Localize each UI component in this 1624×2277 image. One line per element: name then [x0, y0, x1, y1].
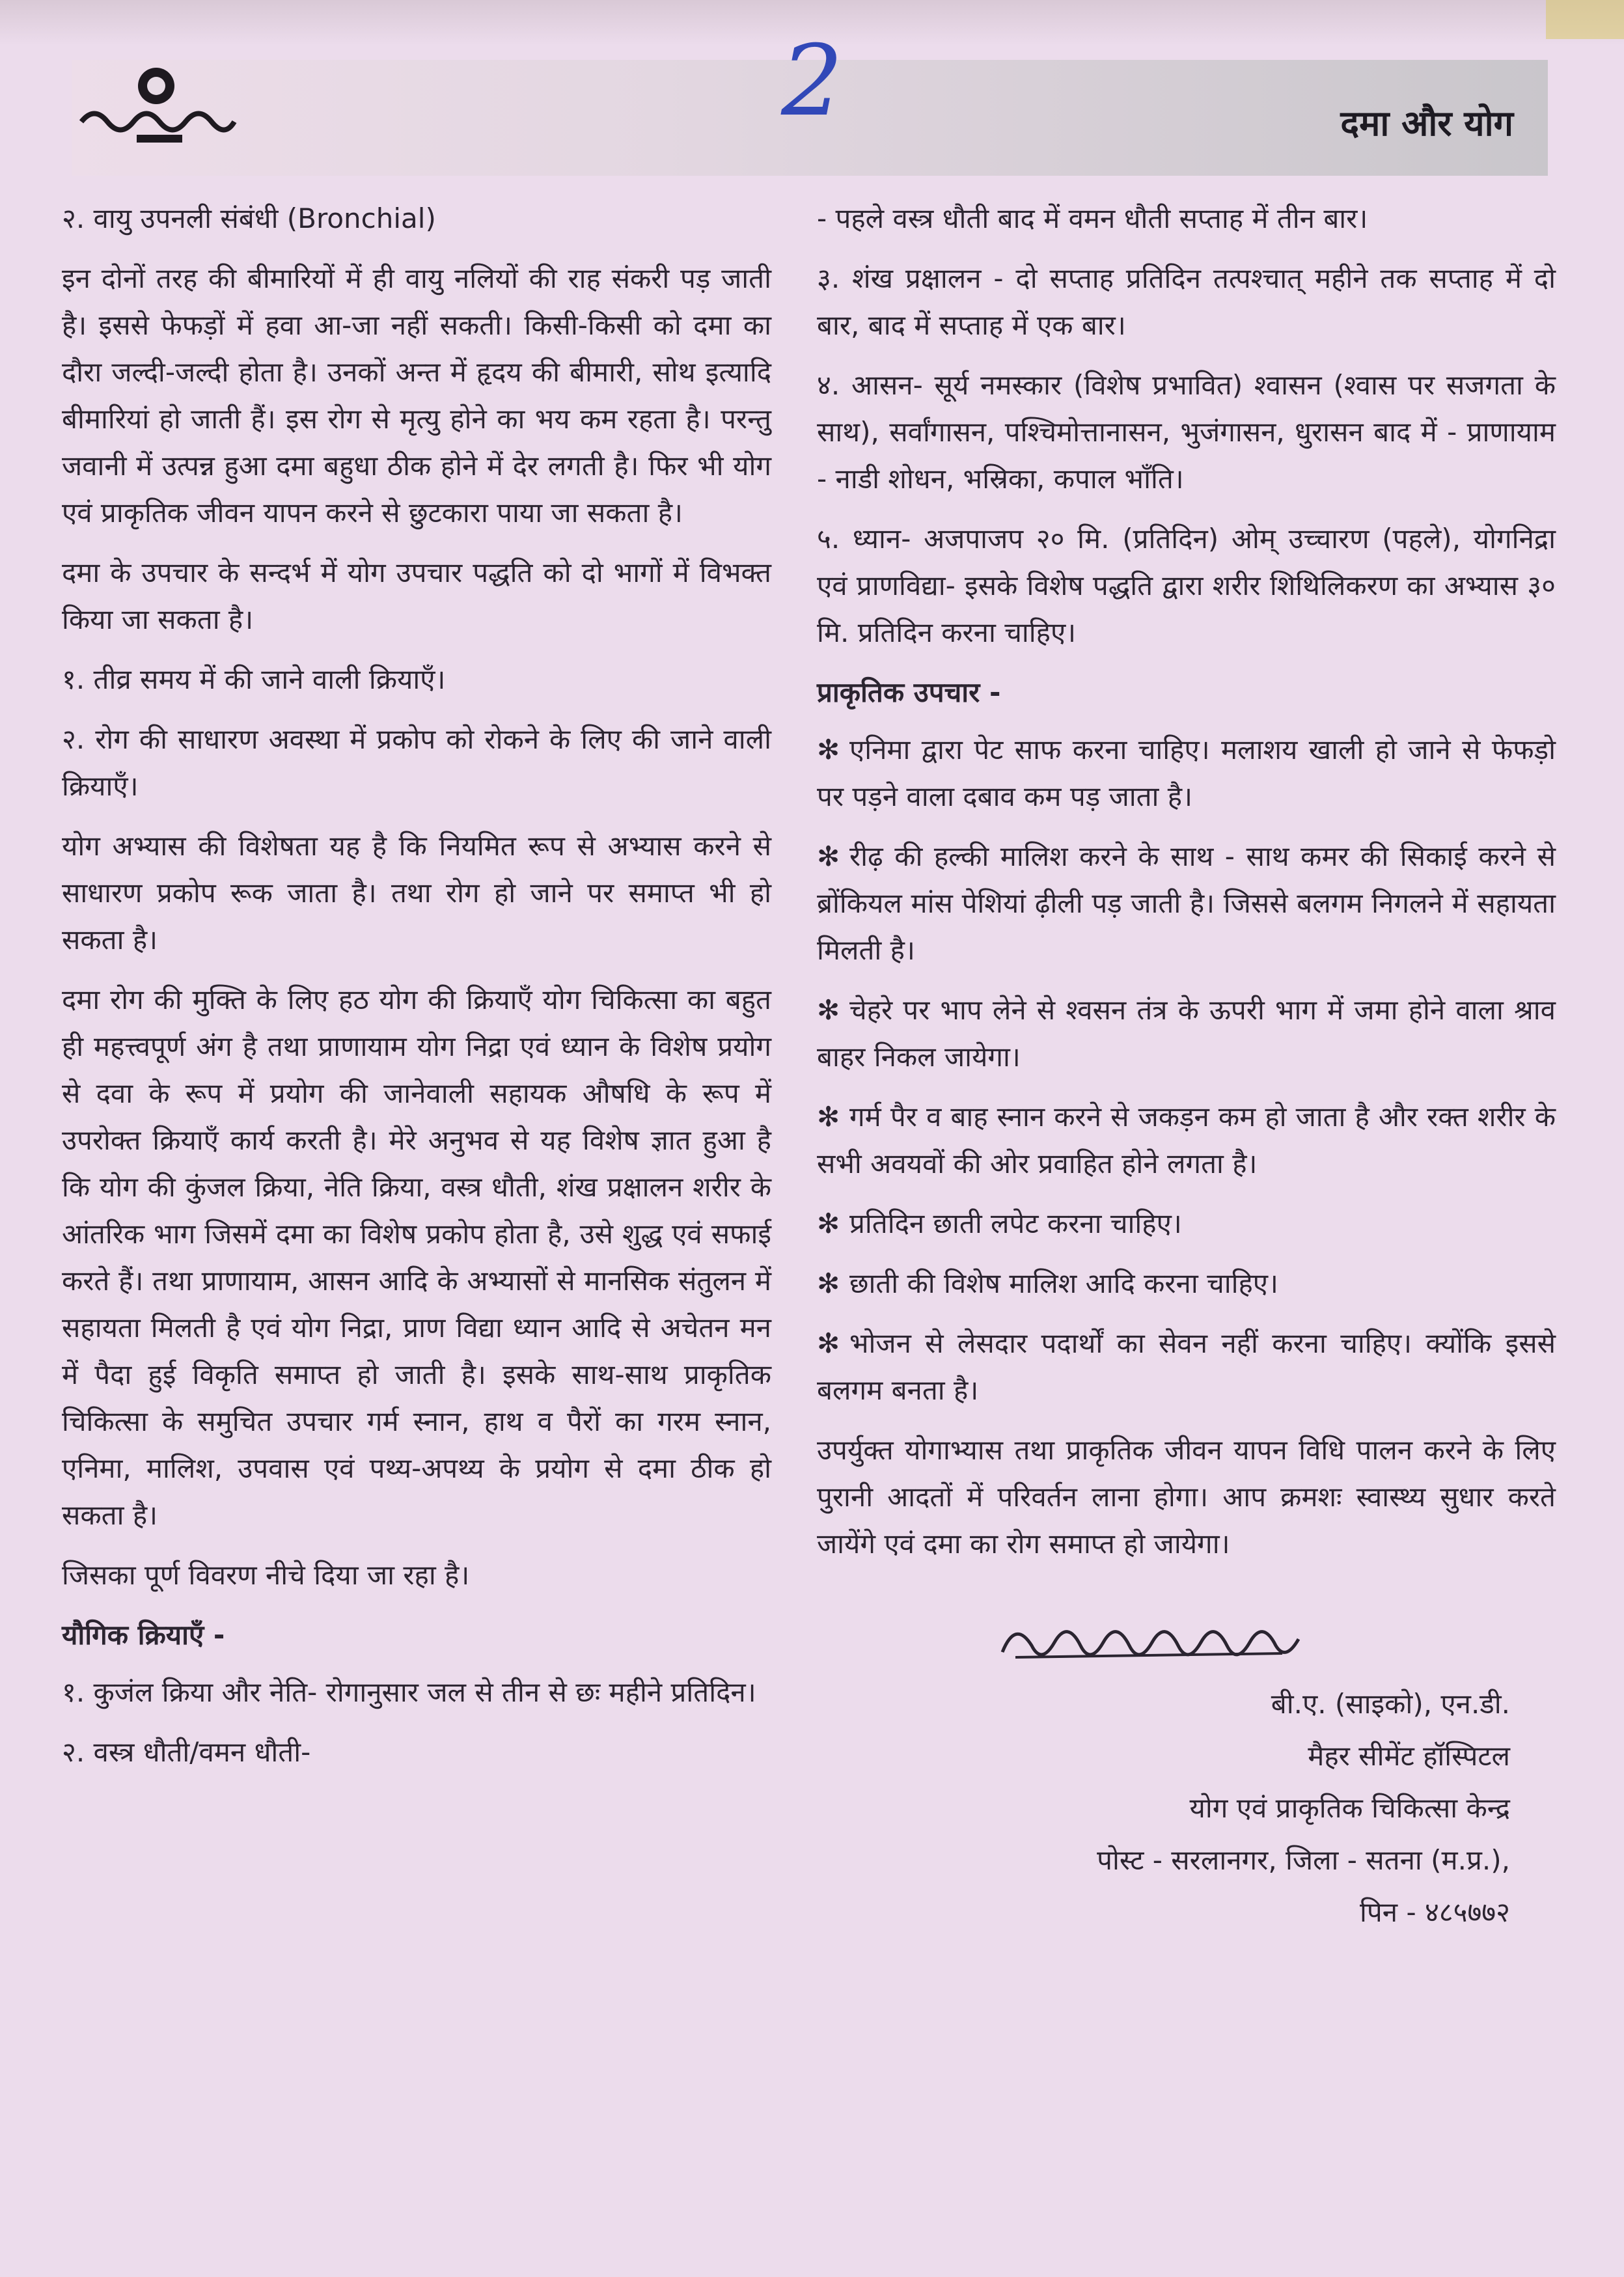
- page-title: दमा और योग: [1340, 103, 1513, 144]
- bullet-text: एनिमा द्वारा पेट साफ करना चाहिए। मलाशय खाली हो जाने से फेफड़ो पर पड़ने वाला दबाव कम पड़ जाता है।: [817, 734, 1556, 812]
- bullet-item: [817, 987, 1556, 1081]
- paragraph: दमा रोग की मुक्ति के लिए हठ योग की क्रियाएँ योग चिकित्सा का बहुत ही महत्त्वपूर्ण अंग है तथा प्राणायाम योग निद्रा एवं ध्यान के विशेष प्रयोग से दवा के रूप में प्रयोग की जानेवाली सहायक औषधि के रूप में उपरोक्त क्रियाएँ कार्य करती है। मेरे अनुभव से यह विशेष ज्ञात हुआ है कि योग की कुंजल क्रिया, नेति क्रिया, वस्त्र धौती, शंख प्रक्षालन शरीर के आंतरिक भाग जिसमें दमा का विशेष प्रकोप होता है, उसे शुद्ध एवं सफाई करते हैं। तथा प्राणायाम, आसन आदि के अभ्यासों से मानसिक संतुलन में सहायता मिलती है एवं योग निद्रा, प्राण विद्या ध्यान आदि से अचेतन मन में पैदा हुई विकृति समाप्त हो जाती है। इसके साथ-साथ प्राकृतिक चिकित्सा के समुचित उपचार गर्म स्नान, हाथ व पैरों का गरम स्नान, एनिमा, मालिश, उपवास एवं पथ्य-अपथ्य के प्रयोग से दमा ठीक हो सकता है।: [62, 984, 771, 1531]
- bullet-item: [817, 1260, 1556, 1307]
- paragraph: १. तीव्र समय में की जाने वाली क्रियाएँ।: [62, 663, 446, 695]
- left-column: [62, 195, 771, 1789]
- signature-line: योग एवं प्राकृतिक चिकित्सा केन्द्र: [1189, 1792, 1510, 1824]
- bullet-text: चेहरे पर भाप लेने से श्वसन तंत्र के ऊपरी भाग में जमा होने वाला श्राव बाहर निकल जायेगा।: [817, 994, 1556, 1073]
- asterisk-bullet-icon: ✻: [817, 994, 840, 1026]
- bullet-text: गर्म पैर व बाह स्नान करने से जकड़न कम हो जाता है और रक्त शरीर के सभी अवयवों की ओर प्रवाहित होने लगता है।: [817, 1101, 1556, 1180]
- asterisk-bullet-icon: ✻: [817, 734, 840, 766]
- right-column: [817, 195, 1556, 1580]
- asterisk-bullet-icon: ✻: [817, 1208, 840, 1239]
- signature-line: बी.ए. (साइको), एन.डी.: [1271, 1688, 1510, 1720]
- paragraph: २. वायु उपनली संबंधी (Bronchial): [62, 202, 436, 234]
- paragraph: ४. आसन- सूर्य नमस्कार (विशेष प्रभावित) श्वासन (श्वास पर सजगता के साथ), सर्वांगासन, पश्चिमोत्तानासन, भुजंगासन, धुरासन बाद में - प्राणायाम - नाडी शोधन, भस्रिका, कपाल भाँति।: [817, 369, 1556, 495]
- section-heading: यौगिक क्रियाएँ -: [62, 1619, 225, 1651]
- bullet-text: रीढ़ की हल्की मालिश करने के साथ - साथ कमर की सिकाई करने से ब्रोंकियल मांस पेशियां ढ़ीली पड़ जाती है। जिससे बलगम निगलने में सहायता मिलती है।: [817, 840, 1556, 966]
- bullet-item: [817, 1094, 1556, 1187]
- signature-icon: [996, 1607, 1302, 1678]
- paragraph: उपर्युक्त योगाभ्यास तथा प्राकृतिक जीवन यापन विधि पालन करने के लिए पुरानी आदतों में परिवर्तन लाना होगा। आप क्रमशः स्वास्थ्य सुधार करते जायेंगे एवं दमा का रोग समाप्त हो जायेगा।: [817, 1434, 1556, 1560]
- signature-line: मैहर सीमेंट हॉस्पिटल: [1308, 1740, 1510, 1772]
- bullet-text: प्रतिदिन छाती लपेट करना चाहिए।: [849, 1208, 1182, 1239]
- bullet-item: [817, 1200, 1556, 1247]
- bullet-item: [817, 726, 1556, 820]
- section-heading: प्राकृतिक उपचार -: [817, 676, 1001, 708]
- asterisk-bullet-icon: ✻: [817, 1101, 840, 1133]
- bullet-text: छाती की विशेष मालिश आदि करना चाहिए।: [849, 1267, 1278, 1299]
- signature-line: पोस्ट - सरलानगर, जिला - सतना (म.प्र.),: [1097, 1844, 1510, 1876]
- paragraph: २. रोग की साधारण अवस्था में प्रकोप को रोकने के लिए की जाने वाली क्रियाएँ।: [62, 723, 771, 802]
- bullet-item: [817, 1320, 1556, 1414]
- sun-waves-logo-icon: [75, 60, 238, 171]
- paragraph: दमा के उपचार के सन्दर्भ में योग उपचार पद्धति को दो भागों में विभक्त किया जा सकता है।: [62, 557, 771, 635]
- paragraph: जिसका पूर्ण विवरण नीचे दिया जा रहा है।: [62, 1559, 470, 1591]
- handwritten-page-number: 2: [781, 25, 844, 138]
- author-signature-block: [898, 1678, 1510, 2277]
- bullet-text: भोजन से लेसदार पदार्थों का सेवन नहीं करना चाहिए। क्योंकि इससे बलगम बनता है।: [817, 1327, 1556, 1406]
- paragraph: इन दोनों तरह की बीमारियों में ही वायु नलियों की राह संकरी पड़ जाती है। इससे फेफड़ों में हवा आ-जा नहीं सकती। किसी-किसी को दमा का दौरा जल्दी-जल्दी होता है। उनकों अन्त में हृदय की बीमारी, सोथ इत्यादि बीमारियां हो जाती हैं। इस रोग से मृत्यु होने का भय कम रहता है। परन्तु जवानी में उत्पन्न हुआ दमा बहुधा ठीक होने में देर लगती है। फिर भी योग एवं प्राकृतिक जीवन यापन करने से छुटकारा पाया जा सकता है।: [62, 262, 771, 529]
- paragraph: २. वस्त्र धौती/वमन धौती-: [62, 1736, 311, 1768]
- paragraph: - पहले वस्त्र धौती बाद में वमन धौती सप्ताह में तीन बार।: [817, 202, 1368, 234]
- adjacent-page-edge: [1546, 0, 1624, 39]
- paragraph: १. कुजंल क्रिया और नेति- रोगानुसार जल से तीन से छः महीने प्रतिदिन।: [62, 1676, 756, 1708]
- paragraph: ५. ध्यान- अजपाजप २० मि. (प्रतिदिन) ओम् उच्चारण (पहले), योगनिद्रा एवं प्राणविद्या- इसके विशेष पद्धति द्वारा शरीर शिथिलिकरण का अभ्यास ३० मि. प्रतिदिन करना चाहिए।: [817, 523, 1556, 648]
- asterisk-bullet-icon: ✻: [817, 1267, 840, 1299]
- signature-line: पिन - ४८५७७२: [1360, 1896, 1510, 1928]
- asterisk-bullet-icon: ✻: [817, 840, 840, 872]
- bullet-item: [817, 833, 1556, 974]
- paragraph: ३. शंख प्रक्षालन - दो सप्ताह प्रतिदिन तत्पश्चात् महीने तक सप्ताह में दो बार, बाद में सप्ताह में एक बार।: [817, 262, 1556, 341]
- asterisk-bullet-icon: ✻: [817, 1327, 840, 1359]
- paragraph: योग अभ्यास की विशेषता यह है कि नियमित रूप से अभ्यास करने से साधारण प्रकोप रूक जाता है। तथा रोग हो जाने पर समाप्त भी हो सकता है।: [62, 830, 771, 956]
